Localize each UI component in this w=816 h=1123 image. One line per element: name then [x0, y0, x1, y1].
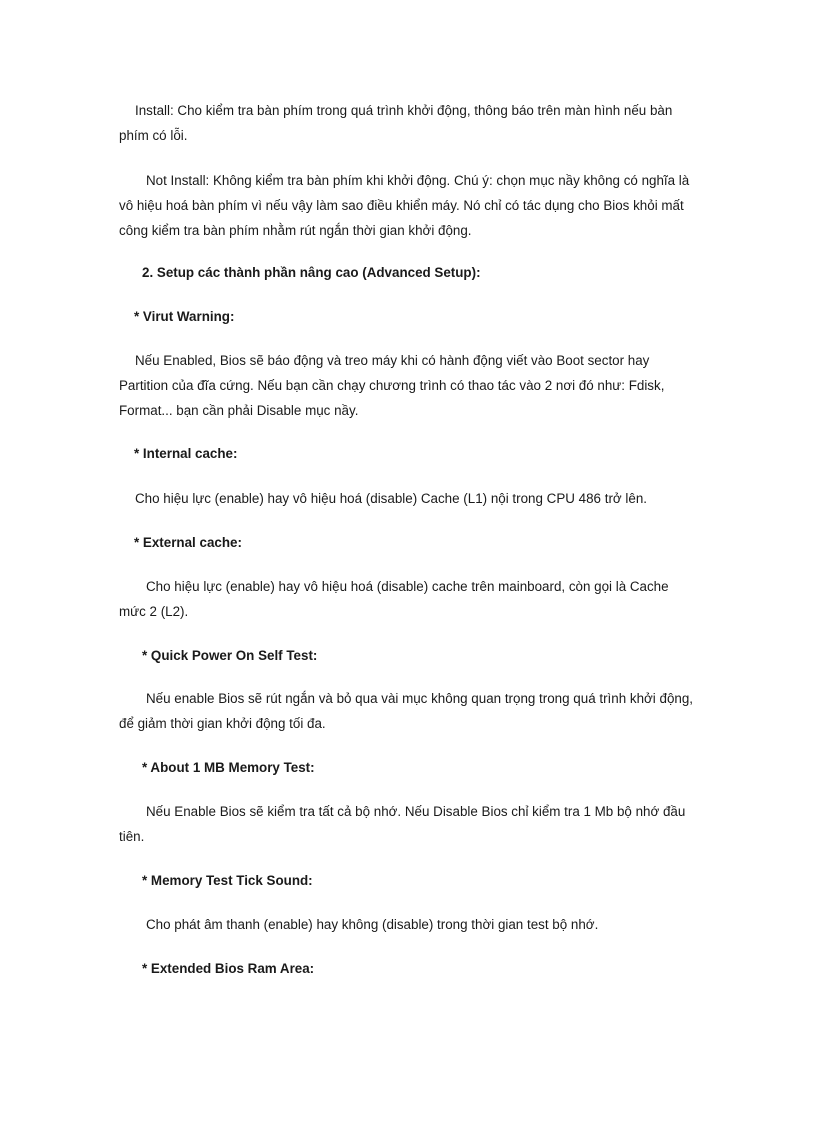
install-paragraph: Install: Cho kiểm tra bàn phím trong quá trình khởi động, thông báo trên màn hình nếu bàn phím có lỗi. — [119, 103, 673, 143]
internal-cache-heading: * Internal cache: — [134, 446, 238, 461]
tick-sound-heading: * Memory Test Tick Sound: — [142, 873, 313, 888]
external-cache-paragraph: Cho hiệu lực (enable) hay vô hiệu hoá (disable) cache trên mainboard, còn gọi là Cache mức 2 (L2). — [119, 579, 669, 619]
tick-sound-paragraph: Cho phát âm thanh (enable) hay không (disable) trong thời gian test bộ nhớ. — [146, 917, 599, 932]
virut-warning-paragraph: Nếu Enabled, Bios sẽ báo động và treo máy khi có hành động viết vào Boot sector hay Partition của đĩa cứng. Nếu bạn cần chạy chương trình có thao tác vào 2 nơi đó như: Fdisk, Format... bạn cần phải Disable mục nầy. — [119, 353, 665, 418]
memory-test-heading: * About 1 MB Memory Test: — [142, 760, 315, 775]
memory-test-paragraph: Nếu Enable Bios sẽ kiểm tra tất cả bộ nhớ. Nếu Disable Bios chỉ kiểm tra 1 Mb bộ nhớ đầu tiên. — [119, 804, 686, 844]
quick-power-heading: * Quick Power On Self Test: — [142, 648, 318, 663]
virut-warning-heading: * Virut Warning: — [134, 309, 235, 324]
advanced-setup-heading: 2. Setup các thành phần nâng cao (Advanced Setup): — [142, 265, 481, 280]
external-cache-heading: * External cache: — [134, 535, 242, 550]
extended-bios-ram-heading: * Extended Bios Ram Area: — [142, 961, 315, 976]
not-install-paragraph: Not Install: Không kiểm tra bàn phím khi khởi động. Chú ý: chọn mục nầy không có nghĩa là vô hiệu hoá bàn phím vì nếu vậy làm sao điều khiển máy. Nó chỉ có tác dụng cho Bios khỏi mất công kiểm tra bàn phím nhằm rút ngắn thời gian khởi động. — [119, 173, 690, 238]
internal-cache-paragraph: Cho hiệu lực (enable) hay vô hiệu hoá (disable) Cache (L1) nội trong CPU 486 trở lên. — [135, 491, 647, 506]
quick-power-paragraph: Nếu enable Bios sẽ rút ngắn và bỏ qua vài mục không quan trọng trong quá trình khởi động, để giảm thời gian khởi động tối đa. — [119, 691, 694, 731]
